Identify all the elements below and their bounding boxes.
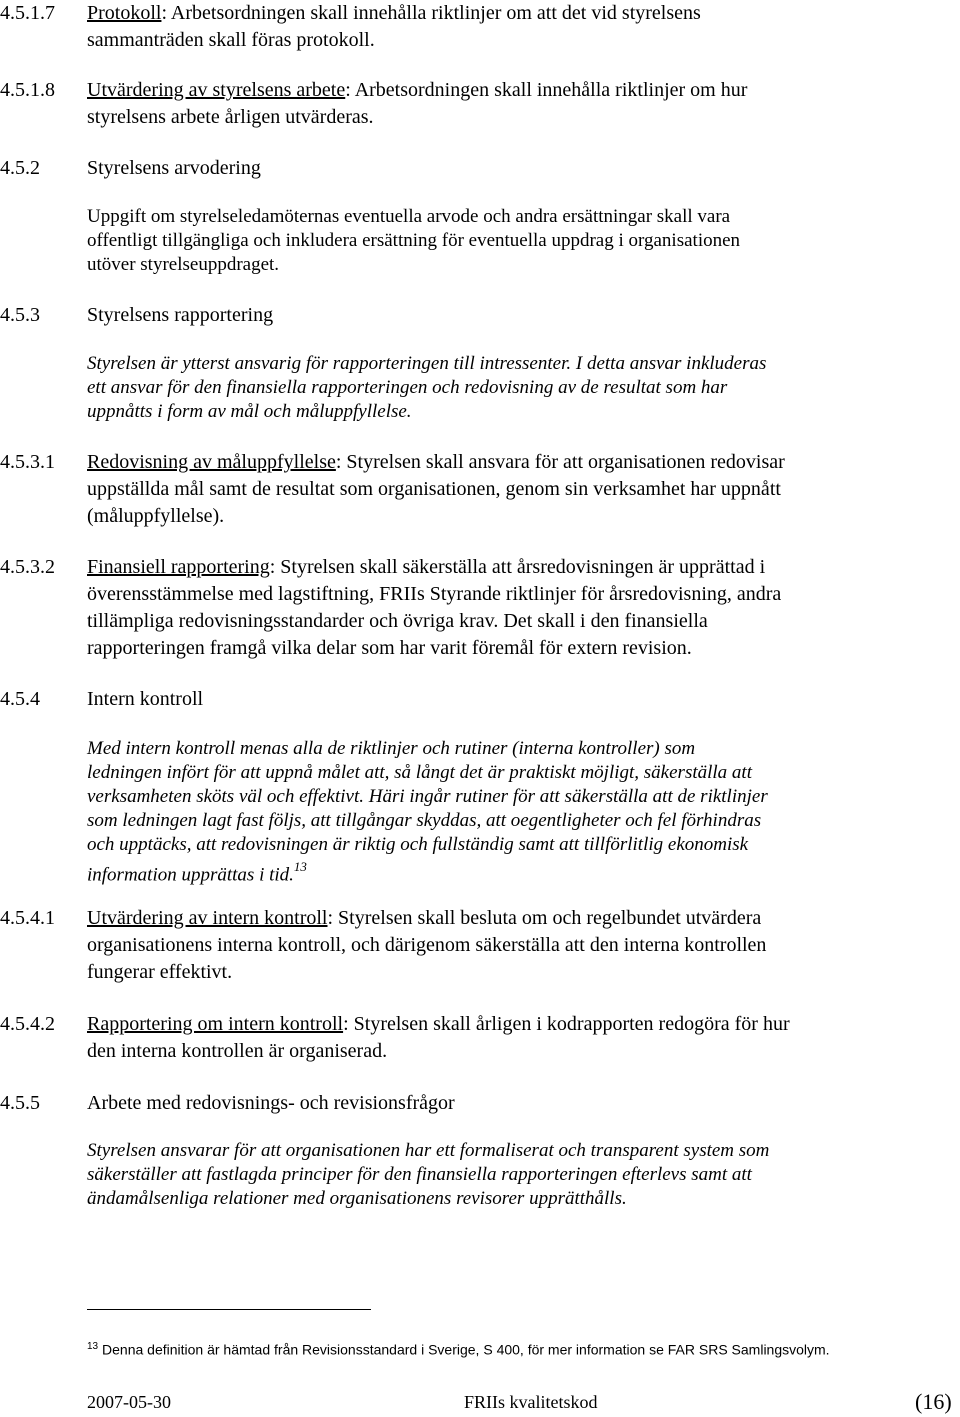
paragraph-line: sammanträden skall föras protokoll. bbox=[87, 29, 375, 51]
section-heading: Styrelsens rapportering bbox=[87, 304, 274, 326]
paragraph-text: : Styrelsen skall ansvara för att organisationen redovisar bbox=[335, 451, 785, 473]
term-label: Finansiell rapportering bbox=[87, 556, 270, 578]
paragraph-line: (måluppfyllelse). bbox=[87, 505, 225, 527]
paragraph-line: Uppgift om styrelseledamöternas eventuella arvode och andra ersättningar skall vara bbox=[87, 206, 731, 227]
section-number: 4.5.4.1 bbox=[0, 907, 55, 929]
paragraph-text: : Arbetsordningen skall innehålla riktlinjer om att det vid styrelsens bbox=[161, 2, 701, 24]
section-number: 4.5.4.2 bbox=[0, 1013, 55, 1035]
paragraph-line: överensstämmelse med lagstiftning, FRIIs Styrande riktlinjer för årsredovisning, andra bbox=[87, 583, 782, 605]
paragraph-line bbox=[87, 449, 949, 476]
term-label: Redovisning av måluppfyllelse bbox=[87, 451, 336, 473]
page-number: (16) bbox=[915, 1389, 952, 1414]
section-heading: Styrelsens arvodering bbox=[87, 157, 261, 179]
paragraph-line: uppställda mål samt de resultat som organisationen, genom sin verksamhet har uppnått bbox=[87, 478, 781, 500]
section-number: 4.5.1.7 bbox=[0, 2, 55, 24]
paragraph-line: rapporteringen framgå vilka delar som har varit föremål för extern revision. bbox=[87, 637, 692, 659]
paragraph-line: offentligt tillgängliga och inkludera ersättning för eventuella uppdrag i organisationen bbox=[87, 230, 741, 251]
section-number: 4.5.3.2 bbox=[0, 556, 55, 578]
paragraph-text: : Arbetsordningen skall innehålla riktlinjer om hur bbox=[345, 79, 748, 101]
paragraph-line: uppnåtts i form av mål och måluppfyllelse. bbox=[87, 401, 412, 422]
term-label: Protokoll bbox=[87, 2, 162, 24]
paragraph-line: utöver styrelseuppdraget. bbox=[87, 254, 280, 275]
section-heading: Arbete med redovisnings- och revisionsfrågor bbox=[87, 1092, 455, 1114]
footnote-number: 13 bbox=[87, 1341, 99, 1352]
section-heading: Intern kontroll bbox=[87, 688, 204, 710]
paragraph-line: organisationens interna kontroll, och därigenom säkerställa att den interna kontrollen bbox=[87, 934, 767, 956]
paragraph-line: den interna kontrollen är organiserad. bbox=[87, 1040, 388, 1062]
section-number: 4.5.2 bbox=[0, 157, 40, 179]
paragraph-line bbox=[87, 554, 949, 581]
section-number: 4.5.4 bbox=[0, 688, 40, 710]
paragraph-line: Styrelsen är ytterst ansvarig för rapporteringen till intressenter. I detta ansvar inkluderas bbox=[87, 353, 767, 374]
section-number: 4.5.1.8 bbox=[0, 79, 55, 101]
paragraph-line: styrelsens arbete årligen utvärderas. bbox=[87, 106, 374, 128]
paragraph-line: Med intern kontroll menas alla de riktlinjer och rutiner (interna kontroller) som bbox=[87, 738, 696, 759]
term-label: Rapportering om intern kontroll bbox=[87, 1013, 344, 1035]
paragraph-text: : Styrelsen skall årligen i kodrapporten redogöra för hur bbox=[343, 1013, 790, 1035]
footnote bbox=[87, 1337, 947, 1360]
paragraph-line bbox=[87, 905, 949, 932]
paragraph-line: ledningen infört för att uppnå målet att, så långt det är praktiskt möjligt, säkerställa att bbox=[87, 762, 752, 783]
paragraph-text: : Styrelsen skall besluta om och regelbundet utvärdera bbox=[327, 907, 762, 929]
paragraph-line bbox=[87, 857, 949, 887]
paragraph-line: och upptäcks, att redovisningen är riktig och fullständig samt att tillförlitlig ekonomisk bbox=[87, 834, 749, 855]
footer-date: 2007-05-30 bbox=[87, 1392, 171, 1412]
paragraph-text: information upprättas i tid. bbox=[87, 864, 294, 886]
section-number: 4.5.3.1 bbox=[0, 451, 55, 473]
paragraph-line: som ledningen lagt fast följs, att tillgångar skyddas, att oegentligheter och fel förhindras bbox=[87, 810, 762, 831]
term-label: Utvärdering av intern kontroll bbox=[87, 907, 328, 929]
footnote-text: Denna definition är hämtad från Revisionsstandard i Sverige, S 400, för mer information se FAR SRS Samlingsvolym. bbox=[102, 1341, 830, 1358]
paragraph-line: fungerar effektivt. bbox=[87, 961, 233, 983]
term-label: Utvärdering av styrelsens arbete bbox=[87, 79, 346, 101]
paragraph-text: : Styrelsen skall säkerställa att årsredovisningen är upprättad i bbox=[269, 556, 766, 578]
footer-title: FRIIs kvalitetskod bbox=[464, 1392, 598, 1412]
footnote-reference: 13 bbox=[293, 859, 307, 874]
paragraph-line bbox=[87, 0, 949, 27]
footnote-divider bbox=[87, 1309, 371, 1310]
paragraph-line: säkerställer att fastlagda principer för den finansiella rapporteringen efterlevs samt att bbox=[87, 1164, 752, 1185]
paragraph-line: tillämpliga redovisningsstandarder och övriga krav. Det skall i den finansiella bbox=[87, 610, 708, 632]
section-number: 4.5.3 bbox=[0, 304, 40, 326]
paragraph-line: verksamheten sköts väl och effektivt. Häri ingår rutiner för att säkerställa att de riktlinjer bbox=[87, 786, 768, 807]
section-number: 4.5.5 bbox=[0, 1092, 40, 1114]
paragraph-line bbox=[87, 77, 949, 104]
paragraph-line: ändamålsenliga relationer med organisationens revisorer upprätthålls. bbox=[87, 1188, 627, 1209]
paragraph-line bbox=[87, 1011, 949, 1038]
paragraph-line: Styrelsen ansvarar för att organisationen har ett formaliserat och transparent system som bbox=[87, 1140, 770, 1161]
paragraph-line: ett ansvar för den finansiella rapporteringen och redovisning av de resultat som har bbox=[87, 377, 728, 398]
